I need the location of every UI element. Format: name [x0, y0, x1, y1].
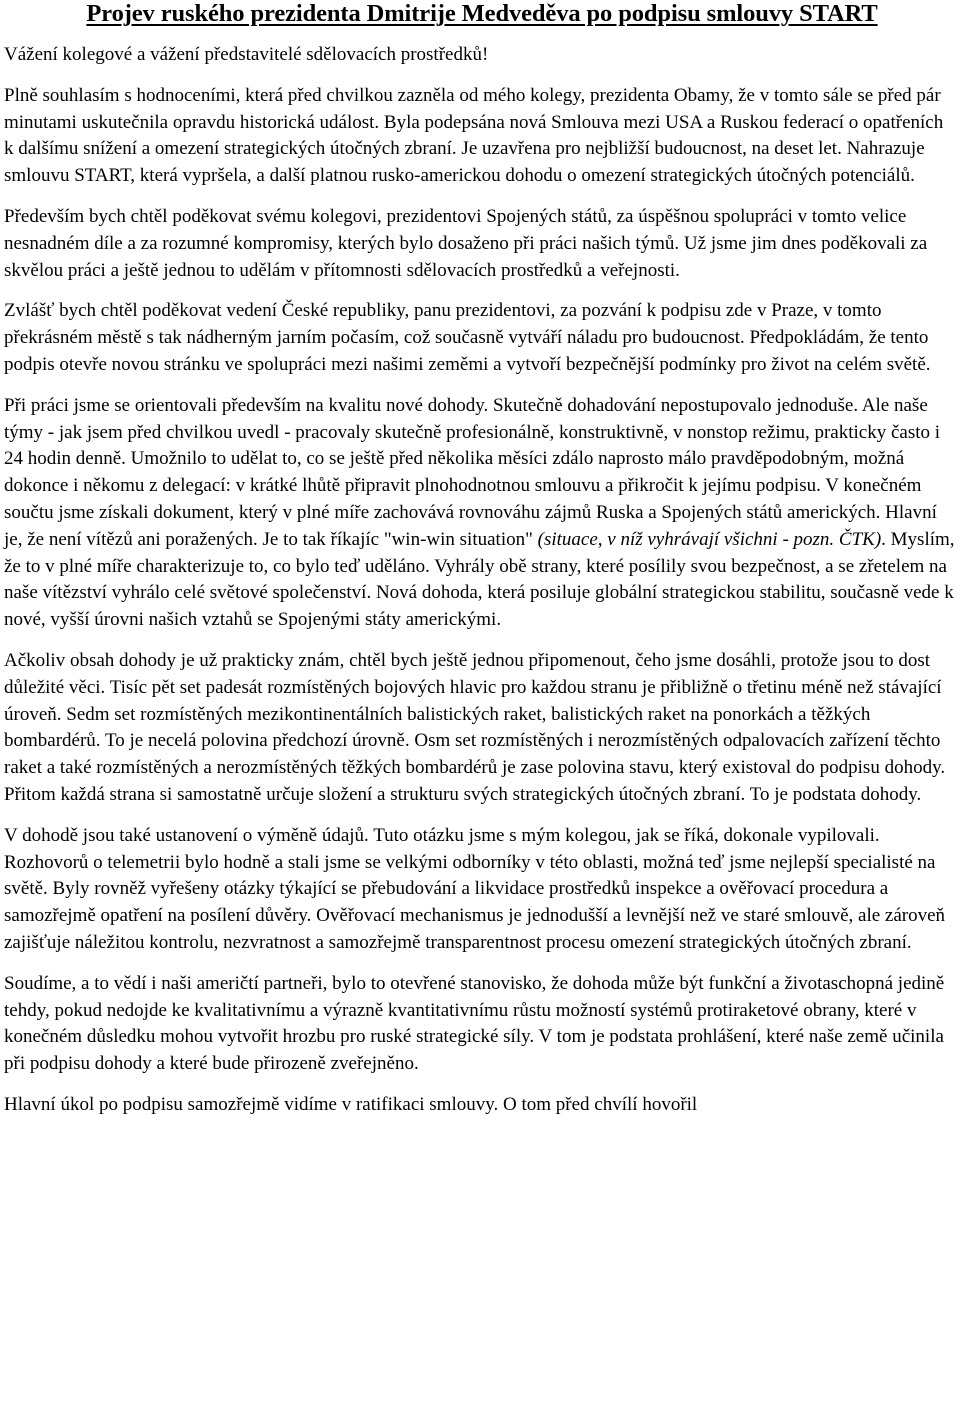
paragraph-thanks-czech-republic: Zvlášť bych chtěl poděkovat vedení České republiky, panu prezidentovi, za pozvání k podpisu zde v Praze, v tomto překrásném městě s tak nádherným jarním počasím, což současně vytváří náladu pro budoucnost. Předpokládám, že tento podpis otevře novou stránku ve spolupráci mezi našimi zeměmi a vytvoří bezpečnější podmínky pro život na celém světě.: [4, 300, 931, 375]
greeting-paragraph: Vážení kolegové a vážení představitelé sdělovacích prostředků!: [4, 44, 489, 65]
paragraph-historic-event: Plně souhlasím s hodnoceními, která před chvilkou zazněla od mého kolegy, prezidenta Obamy, že v tomto sále se před pár minutami uskutečnila opravdu historická událost. Byla podepsána nová Smlouva mezi USA a Ruskou federací o opatřeních k dalšímu snížení a omezení strategických útočných zbraní. Je uzavřena pro nejbližší budoucnost, na deset let. Nahrazuje smlouvu START, která vypršela, a další platnou rusko-americkou dohodu o omezení strategických útočných potenciálů.: [4, 84, 944, 187]
ctk-editorial-note: (situace, v níž vyhrávají všichni - pozn. ČTK): [537, 528, 882, 550]
paragraph-thanks-us-president: Především bych chtěl poděkovat svému kolegovi, prezidentovi Spojených států, za úspěšnou spolupráci v tomto velice nesnadném díle a za rozumné kompromisy, kterých bylo dosaženo při práci našich týmů. Už jsme jim dnes poděkovali za skvělou práci a ještě jednou to udělám v přítomnosti sdělovacích prostředků a veřejnosti.: [4, 205, 928, 281]
paragraph-data-exchange: V dohodě jsou také ustanovení o výměně údajů. Tuto otázku jsme s mým kolegou, jak se říká, dokonale vypilovali. Rozhovorů o telemetrii bylo hodně a stali jsme se velkými odborníky v této oblasti, možná teď jsme nejlepší specialisté na světě. Byly rovněž vyřešeny otázky týkající se přebudování a likvidace prostředků inspekce a ověřovací procedura a samozřejmě opatření na posílení důvěry. Ověřovací mechanismus je jednodušší a levnější než ve staré smlouvě, ale zároveň zajišťuje náležitou kontrolu, nezvratnost a samozřejmě transparentnost procesu omezení strategických útočných zbraní.: [4, 824, 946, 953]
paragraph-quality-of-agreement: [4, 393, 956, 634]
paragraph-ratification: Hlavní úkol po podpisu samozřejmě vidíme v ratifikaci smlouvy. O tom před chvílí hovořil: [4, 1093, 698, 1115]
page-title: Projev ruského prezidenta Dmitrije Medveděva po podpisu smlouvy START: [86, 0, 878, 27]
paragraph-missile-defense: Soudíme, a to vědí i naši američtí partneři, bylo to otevřené stanovisko, že dohoda může být funkční a životaschopná jedině tehdy, pokud nedojde ke kvalitativnímu a výrazně kvantitativnímu růstu možností systémů protiraketové obrany, které v konečném důsledku mohou vytvořit hrozbu pro ruské strategické síly. V tom je podstata prohlášení, které naše země učinila při podpisu dohody a které bude přirozeně zveřejněno.: [4, 972, 945, 1075]
paragraph-quality-text-after-note: . Myslím, že to v plné míře charakterizuje to, co bylo teď uděláno. Vyhrály obě strany, které posílily svou bezpečnost, a se zřetelem na naše vítězství vyhrálo celé světové společenství. Nová dohoda, která posiluje globální strategickou stabilitu, současně vede k nové, vyšší úrovni našich vztahů se Spojenými státy americkými.: [4, 528, 955, 631]
paragraph-quality-text-before-note: Při práci jsme se orientovali především na kvalitu nové dohody. Skutečně dohadování nepostupovalo jednoduše. Ale naše týmy - jak jsem před chvilkou uvedl - pracovaly skutečně profesionálně, konstruktivně, v nonstop režimu, prakticky často i 24 hodin denně. Umožnilo to udělat to, co se ještě před několika měsíci zdálo naprosto málo pravděpodobným, možná dokonce i někomu z delegací: v krátké lhůtě připravit plnohodnotnou smlouvu a přikročit k jejímu podpisu. V konečném součtu jsme získali dokument, který v plné míře zachovává rovnováhu zájmů Ruska a Spojených států amerických. Hlavní je, že není vítězů ani poražených. Je to tak říkajíc "win-win situation": [4, 394, 941, 550]
paragraph-agreement-content: Ačkoliv obsah dohody je už prakticky znám, chtěl bych ještě jednou připomenout, čeho jsme dosáhli, protože jsou to dost důležité věci. Tisíc pět set padesát rozmístěných bojových hlavic pro každou stranu je přibližně o třetinu méně než stávající úroveň. Sedm set rozmístěných mezikontinentálních balistických raket, balistických raket na ponorkách a těžkých bombardérů. To je necelá polovina předchozí úrovně. Osm set rozmístěných i nerozmístěných odpalovacích zařízení těchto raket a také rozmístěných a nerozmístěných těžkých bombardérů je zase polovina stavu, který existoval do podpisu dohody. Přitom každá strana si samostatně určuje složení a strukturu svých strategických útočných zbraní. To je podstata dohody.: [4, 649, 946, 805]
